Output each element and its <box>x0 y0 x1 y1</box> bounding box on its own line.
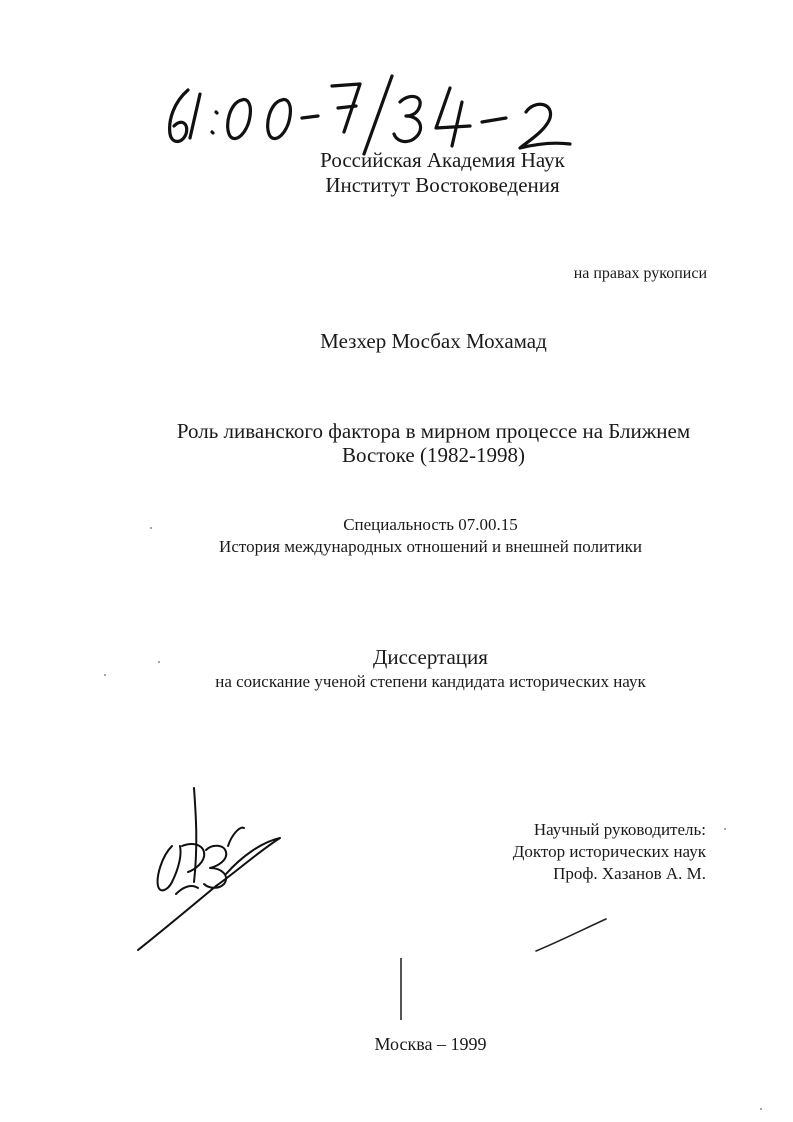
thesis-title-line-1: Роль ливанского фактора в мирном процессе на Ближнем <box>176 419 691 443</box>
signature-icon <box>132 786 292 956</box>
supervisor-degree: Доктор исторических наук <box>512 842 706 861</box>
speck <box>104 674 106 676</box>
city-year: Москва – 1999 <box>374 1034 487 1054</box>
speck <box>150 527 152 529</box>
author-name: Мезхер Мосбах Мохамад <box>320 329 547 353</box>
specialty-code: Специальность 07.00.15 <box>343 515 518 534</box>
speck <box>760 1108 762 1110</box>
supervisor-block <box>513 819 706 885</box>
fold-line <box>400 958 402 1020</box>
speck <box>724 828 726 830</box>
specialty-name: История международных отношений и внешней политики <box>219 537 642 556</box>
institute-name: Институт Востоковедения <box>325 173 560 197</box>
dissertation-heading: Диссертация <box>373 645 488 669</box>
supervisor-label: Научный руководитель: <box>533 820 706 839</box>
rights-note: на правах рукописи <box>573 265 707 282</box>
degree-line: на соискание ученой степени кандидата исторических наук <box>215 672 646 691</box>
pen-stroke-mark <box>530 915 610 955</box>
supervisor-name: Проф. Хазанов А. М. <box>553 864 706 883</box>
academy-name: Российская Академия Наук <box>320 148 565 172</box>
speck <box>158 661 160 663</box>
thesis-title-line-2: Востоке (1982-1998) <box>342 443 525 467</box>
